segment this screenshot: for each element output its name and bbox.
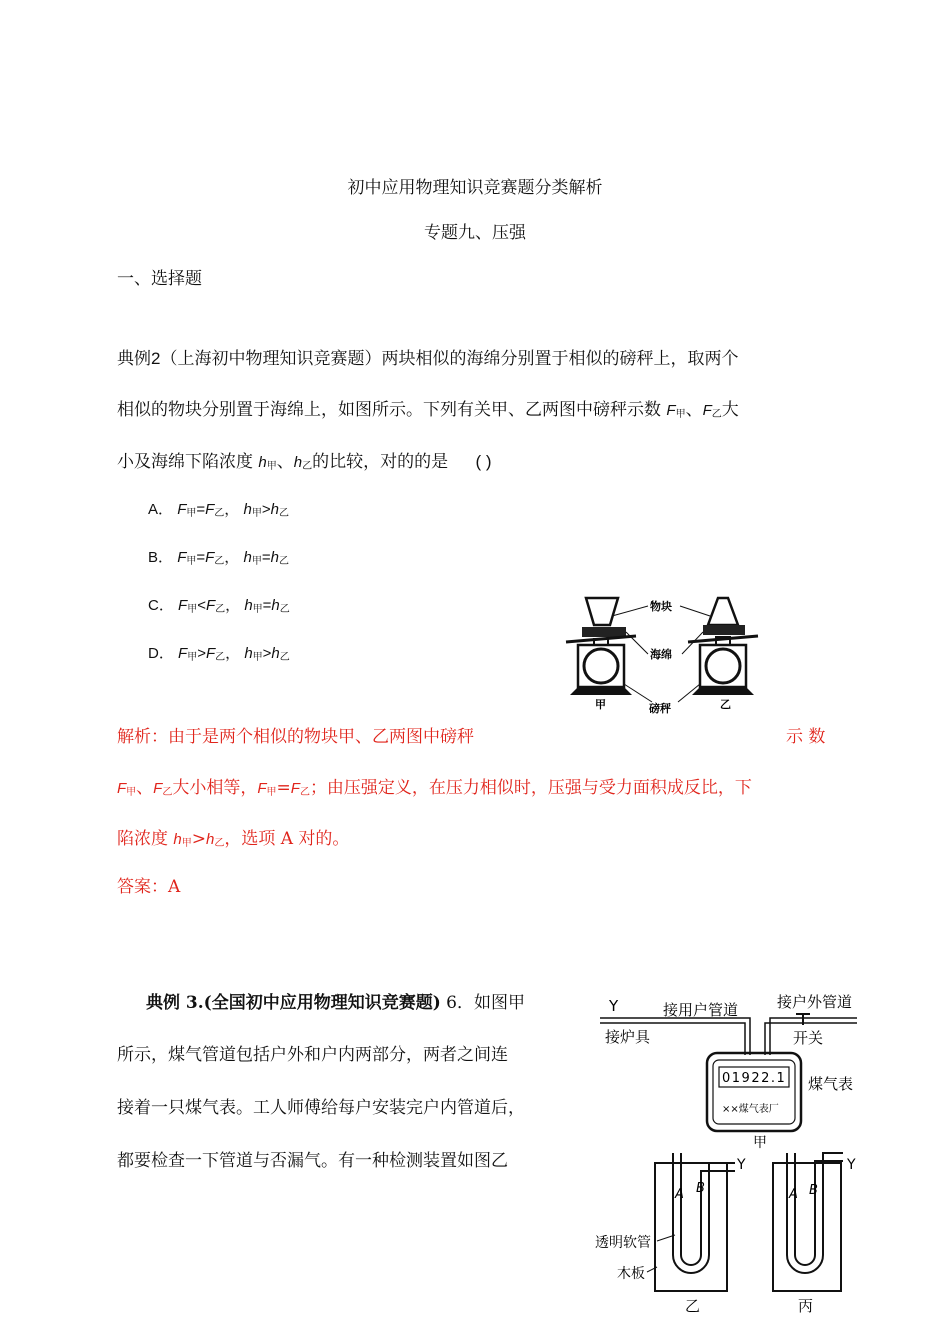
- label-fig-bing: 丙: [798, 1297, 814, 1315]
- var-h: h: [271, 645, 280, 662]
- var-h: h: [244, 597, 253, 614]
- var-f: F: [153, 780, 163, 797]
- var-f: F: [178, 645, 188, 662]
- text-segment: 大小相等，: [172, 778, 258, 798]
- label-a-yi: A: [675, 1187, 684, 1202]
- sub-yi: 乙: [299, 787, 310, 798]
- sub-jia: 甲: [251, 508, 262, 519]
- separator: ，: [225, 645, 241, 662]
- section-heading: 一、选择题: [117, 269, 202, 289]
- var-f: F: [177, 501, 187, 518]
- label-y-top: Y: [609, 997, 619, 1015]
- var-f: F: [702, 402, 712, 419]
- example2-line3: [117, 450, 492, 477]
- example3-line1: [146, 991, 525, 1015]
- sub-jia: 甲: [186, 508, 197, 519]
- analysis-line2: [117, 776, 752, 803]
- option-b: [148, 546, 289, 572]
- option-label: C．: [148, 597, 174, 614]
- relation: =: [262, 597, 272, 614]
- text-segment: 相似的物块分别置于海绵上，如图所示。下列有关甲、乙两图中磅秤示数: [117, 400, 661, 420]
- var-f: F: [666, 402, 676, 419]
- label-scale: 磅秤: [649, 702, 671, 715]
- sub-yi: 乙: [279, 652, 290, 663]
- separator: ，: [224, 501, 240, 518]
- right-sponge: [703, 625, 745, 635]
- board-yi: [655, 1163, 727, 1291]
- label-meter: 煤气表: [808, 1075, 854, 1093]
- var-f: F: [257, 780, 267, 797]
- var-h: h: [206, 831, 215, 848]
- right-scale-base: [692, 687, 754, 695]
- sub-jia: 甲: [251, 556, 262, 567]
- var-f: F: [205, 549, 215, 566]
- sub-jia: 甲: [181, 838, 192, 849]
- label-fig-yi: 乙: [685, 1297, 701, 1315]
- text-segment: 陷浓度: [117, 829, 168, 849]
- relation: =: [196, 501, 206, 518]
- var-f: F: [205, 597, 216, 614]
- label-stove: 接炉具: [605, 1028, 651, 1046]
- example-source: （上海初中物理知识竞赛题）两块相似的海绵分别置于相似的磅秤上，取两个: [160, 349, 739, 369]
- relation: <: [197, 597, 206, 614]
- label-tube: 透明软管: [595, 1235, 651, 1251]
- sub-jia: 甲: [187, 604, 198, 615]
- var-f: F: [178, 597, 188, 614]
- var-f: F: [290, 780, 300, 797]
- label-sponge: 海绵: [650, 648, 672, 661]
- relation: =: [196, 549, 206, 566]
- option-c: [148, 594, 290, 620]
- var-h: h: [258, 454, 267, 471]
- sub-yi: 乙: [215, 604, 226, 615]
- example2-line2: [117, 398, 739, 425]
- sub-yi: 乙: [214, 556, 225, 567]
- text-segment: 大: [721, 400, 739, 420]
- var-h: h: [271, 597, 280, 614]
- sub-jia: 甲: [266, 461, 277, 472]
- sub-jia: 甲: [126, 787, 137, 798]
- analysis-line1-end: 示 数: [786, 727, 826, 747]
- example3-heading: 典例 3.(全国初中应用物理知识竞赛题): [146, 993, 441, 1013]
- example3-line2: 所示，煤气管道包括户外和户内两部分，两者之间连: [117, 1045, 508, 1065]
- var-f: F: [205, 501, 215, 518]
- relation: =: [261, 549, 271, 566]
- sub-jia: 甲: [252, 604, 263, 615]
- label-y-bing: Y: [847, 1157, 856, 1173]
- label-user-pipe: 接用户管道: [663, 1001, 739, 1019]
- option-label: B．: [148, 549, 174, 566]
- relation: >: [261, 501, 271, 518]
- left-sponge: [582, 627, 626, 637]
- label-fig-jia: 甲: [753, 1135, 767, 1151]
- example-prefix: 典例: [117, 349, 151, 369]
- text-segment: 、: [685, 400, 703, 420]
- scale-sponge-figure: [560, 590, 785, 720]
- label-right: 乙: [720, 698, 731, 711]
- sub-jia: 甲: [186, 556, 197, 567]
- label-outdoor-pipe: 接户外管道: [777, 993, 853, 1011]
- gas-meter-figure: [595, 985, 875, 1315]
- sub-yi: 乙: [279, 604, 290, 615]
- sub-jia: 甲: [266, 787, 277, 798]
- sub-yi: 乙: [162, 787, 173, 798]
- sub-yi: 乙: [214, 508, 225, 519]
- meter-reading: 01922.1: [722, 1071, 787, 1086]
- example2-line1: [117, 347, 738, 371]
- label-block: 物块: [650, 600, 672, 613]
- separator: ，: [224, 549, 240, 566]
- sub-yi: 乙: [278, 508, 289, 519]
- label-y-yi: Y: [737, 1157, 746, 1173]
- answer-bracket: ( ): [475, 452, 492, 471]
- text-segment: ，选项 A 对的。: [224, 829, 350, 849]
- example3-line3: 接着一只煤气表。工人师傅给每户安装完户内管道后，: [117, 1098, 525, 1118]
- sub-jia: 甲: [675, 409, 686, 420]
- label-b-yi: B: [696, 1181, 705, 1196]
- label-switch: 开关: [793, 1029, 824, 1047]
- option-a: [148, 498, 289, 524]
- text-segment: 、: [276, 452, 294, 472]
- text-segment: 解析：由于是两个相似的物块甲、乙两图中磅秤: [117, 727, 474, 747]
- text-segment: 6．如图甲: [440, 993, 525, 1013]
- text-segment: =: [276, 778, 291, 798]
- label-a-bing: A: [789, 1187, 798, 1202]
- right-block: [708, 598, 738, 625]
- label-b-bing: B: [809, 1183, 818, 1198]
- relation: >: [197, 645, 206, 662]
- var-h: h: [270, 549, 279, 566]
- analysis-line1: [117, 725, 474, 749]
- sub-yi: 乙: [214, 838, 225, 849]
- sub-jia: 甲: [252, 652, 263, 663]
- text-segment: >: [191, 829, 206, 849]
- analysis-line3: [117, 827, 349, 854]
- var-h: h: [243, 549, 252, 566]
- var-h: h: [244, 645, 253, 662]
- sub-yi: 乙: [302, 461, 313, 472]
- text-segment: ；由压强定义，在压力相似时，压强与受力面积成反比，下: [309, 778, 752, 798]
- sub-jia: 甲: [187, 652, 198, 663]
- sub-yi: 乙: [278, 556, 289, 567]
- var-f: F: [205, 645, 216, 662]
- option-label: D．: [148, 645, 174, 662]
- var-h: h: [173, 831, 182, 848]
- var-f: F: [177, 549, 187, 566]
- gas-meter: [707, 1053, 801, 1131]
- label-left: 甲: [595, 698, 606, 711]
- var-h: h: [293, 454, 303, 471]
- example3-line4: 都要检查一下管道与否漏气。有一种检测装置如图乙: [117, 1151, 508, 1171]
- page-title: 初中应用物理知识竞赛题分类解析: [347, 178, 603, 198]
- text-segment: 的比较，对的的是: [312, 452, 449, 472]
- label-board: 木板: [617, 1266, 645, 1282]
- page-subtitle: 专题九、压强: [424, 223, 526, 243]
- example-number: 2: [151, 349, 161, 368]
- text-segment: 小及海绵下陷浓度: [117, 452, 253, 472]
- left-scale-base: [570, 687, 632, 695]
- var-h: h: [243, 501, 252, 518]
- option-d: [148, 642, 290, 668]
- separator: ，: [225, 597, 241, 614]
- left-block: [586, 598, 618, 625]
- var-f: F: [117, 780, 127, 797]
- answer-line: 答案：A: [117, 877, 181, 897]
- sub-yi: 乙: [711, 409, 722, 420]
- text-segment: 、: [136, 778, 154, 798]
- relation: >: [262, 645, 272, 662]
- meter-factory: ××煤气表厂: [722, 1104, 779, 1115]
- var-h: h: [270, 501, 279, 518]
- board-bing: [773, 1163, 841, 1291]
- option-label: A．: [148, 501, 174, 518]
- sub-yi: 乙: [215, 652, 226, 663]
